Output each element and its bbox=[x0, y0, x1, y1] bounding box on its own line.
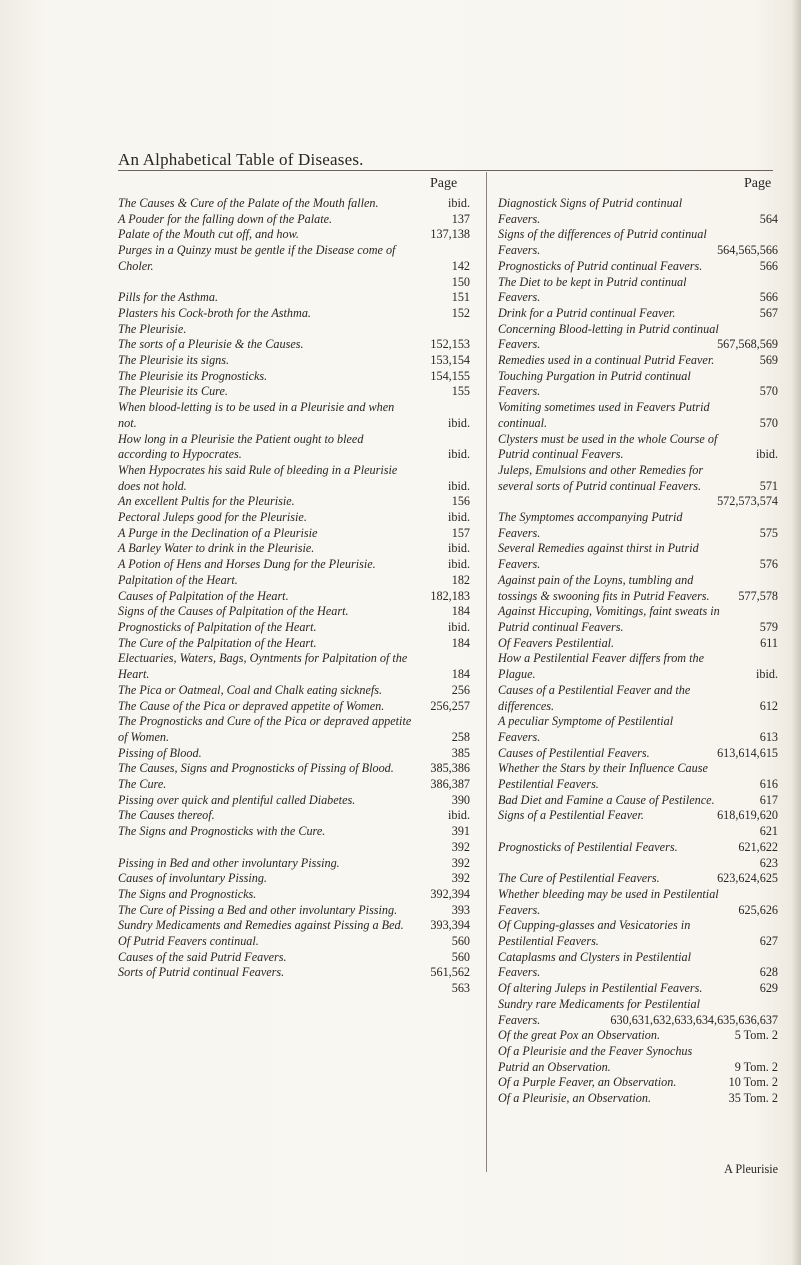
entry-text: Sorts of Putrid continual Feavers. bbox=[118, 965, 285, 980]
index-entry bbox=[118, 903, 470, 919]
index-entry bbox=[498, 761, 778, 792]
entry-text: Pissing over quick and plentiful called Diabetes. bbox=[118, 792, 356, 807]
entry-text: Sundry rare Medicaments for Pestilential Feavers. bbox=[498, 996, 700, 1027]
index-entry bbox=[498, 636, 778, 652]
entry-text: Of Putrid Feavers continual. bbox=[118, 934, 259, 949]
index-entry bbox=[118, 981, 470, 997]
entry-page-ref: 256,257 bbox=[430, 698, 470, 713]
index-entry bbox=[498, 918, 778, 949]
entry-page-ref: 152 bbox=[451, 305, 470, 320]
entry-text: The Causes thereof. bbox=[118, 808, 215, 823]
entry-page-ref: 393,394 bbox=[430, 918, 470, 933]
entry-text: The Signs and Prognosticks. bbox=[118, 886, 257, 901]
index-entry bbox=[498, 997, 778, 1028]
entry-text: Of Cupping-glasses and Vesicatories in Pestilential Feavers. bbox=[498, 918, 691, 949]
entry-text: Whether bleeding may be used in Pestilential Feavers. bbox=[498, 886, 719, 917]
entry-page-ref: 628 bbox=[759, 965, 778, 980]
entry-text: Concerning Blood-letting in Putrid continual Feavers. bbox=[498, 321, 719, 352]
index-entry bbox=[498, 856, 778, 872]
entry-text: Cataplasms and Clysters in Pestilential Feavers. bbox=[498, 949, 691, 980]
entry-text: A Pouder for the falling down of the Palate. bbox=[118, 211, 333, 226]
index-entry bbox=[118, 306, 470, 322]
index-entry bbox=[498, 887, 778, 918]
entry-text: The Pleurisie its Cure. bbox=[118, 384, 228, 399]
index-entry bbox=[118, 589, 470, 605]
entry-text: Against Hiccuping, Vomitings, faint sweats in Putrid continual Feavers. bbox=[498, 604, 720, 634]
entry-page-ref: 571 bbox=[759, 478, 778, 493]
index-entry bbox=[498, 981, 778, 997]
entry-text: The Cure. bbox=[118, 777, 167, 792]
entry-text: Diagnostick Signs of Putrid continual Feavers. bbox=[498, 196, 683, 226]
index-entry bbox=[118, 840, 470, 856]
index-entry bbox=[118, 965, 470, 981]
index-entry bbox=[498, 1028, 778, 1044]
entry-page-ref: 154,155 bbox=[430, 368, 470, 383]
index-entry bbox=[498, 604, 778, 635]
entry-page-ref: 184 bbox=[451, 635, 470, 650]
index-entry bbox=[498, 510, 778, 541]
index-entry bbox=[118, 824, 470, 840]
entry-page-ref: 577,578 bbox=[738, 588, 778, 603]
entry-text: Of a Purple Feaver, an Observation. bbox=[498, 1075, 677, 1090]
index-entry bbox=[118, 557, 470, 573]
index-entry bbox=[118, 918, 470, 934]
index-column-left bbox=[118, 196, 470, 997]
index-entry bbox=[118, 432, 470, 463]
entry-text: Pissing in Bed and other involuntary Pissing. bbox=[118, 855, 340, 870]
entry-text: Of a Pleurisie and the Feaver Synochus Putrid an Observation. bbox=[498, 1043, 693, 1074]
entry-text: Causes of involuntary Pissing. bbox=[118, 871, 267, 886]
entry-text: The Pica or Oatmeal, Coal and Chalk eating sicknefs. bbox=[118, 682, 383, 697]
page-column-label-left: Page bbox=[430, 176, 458, 191]
index-entry bbox=[498, 369, 778, 400]
entry-page-ref: 572,573,574 bbox=[717, 494, 778, 509]
entry-text: Of a Pleurisie, an Observation. bbox=[498, 1091, 652, 1106]
index-entry bbox=[498, 463, 778, 494]
entry-page-ref: 566 bbox=[759, 290, 778, 305]
entry-text: Plasters his Cock-broth for the Asthma. bbox=[118, 305, 311, 320]
index-entry bbox=[118, 212, 470, 228]
entry-page-ref: ibid. bbox=[755, 667, 778, 682]
entry-page-ref: ibid. bbox=[447, 557, 470, 572]
entry-text: The Pleurisie its Prognosticks. bbox=[118, 368, 268, 383]
index-column-right bbox=[498, 196, 778, 1107]
entry-page-ref: 35 Tom. 2 bbox=[728, 1091, 778, 1106]
index-entry bbox=[118, 353, 470, 369]
entry-text: When Hypocrates his said Rule of bleeding in a Pleurisie does not hold. bbox=[118, 462, 398, 493]
index-entry bbox=[118, 243, 470, 274]
entry-page-ref: 142 bbox=[451, 258, 470, 273]
entry-text: The Causes & Cure of the Palate of the Mouth fallen. bbox=[118, 196, 379, 210]
entry-page-ref: 561,562 bbox=[430, 965, 470, 980]
entry-page-ref: 258 bbox=[451, 729, 470, 744]
entry-page-ref: 393 bbox=[451, 902, 470, 917]
entry-page-ref: 612 bbox=[759, 698, 778, 713]
entry-text: Prognosticks of Palpitation of the Heart. bbox=[118, 619, 317, 634]
index-entry bbox=[118, 651, 470, 682]
entry-text: A Barley Water to drink in the Pleurisie. bbox=[118, 541, 315, 556]
index-entry bbox=[498, 196, 778, 227]
entry-text: An excellent Pultis for the Pleurisie. bbox=[118, 494, 295, 509]
entry-text: Several Remedies against thirst in Putrid Feavers. bbox=[498, 541, 699, 572]
entry-text: The Pleurisie its signs. bbox=[118, 353, 230, 368]
index-entry bbox=[498, 227, 778, 258]
entry-text: Clysters must be used in the whole Course of Putrid continual Feavers. bbox=[498, 431, 718, 462]
entry-page-ref: 390 bbox=[451, 792, 470, 807]
entry-page-ref: 182 bbox=[451, 572, 470, 587]
page-edge-shadow bbox=[791, 0, 801, 1265]
entry-text: The Diet to be kept in Putrid continual Feavers. bbox=[498, 274, 687, 305]
entry-page-ref: 137 bbox=[451, 211, 470, 226]
index-entry bbox=[498, 824, 778, 840]
entry-text: Signs of a Pestilential Feaver. bbox=[498, 808, 644, 823]
entry-page-ref: 392,394 bbox=[430, 886, 470, 901]
entry-text: Vomiting sometimes used in Feavers Putrid continual. bbox=[498, 400, 710, 430]
entry-page-ref: 570 bbox=[759, 415, 778, 430]
index-entry bbox=[118, 337, 470, 353]
entry-page-ref: 567 bbox=[759, 305, 778, 320]
index-entry bbox=[118, 683, 470, 699]
index-entry bbox=[118, 227, 470, 243]
index-entry bbox=[498, 1044, 778, 1075]
entry-text: Remedies used in a continual Putrid Feaver. bbox=[498, 353, 715, 368]
entry-text: Signs of the Causes of Palpitation of the Heart. bbox=[118, 604, 349, 619]
entry-text: Juleps, Emulsions and other Remedies for several sorts of Putrid continual Feavers. bbox=[498, 462, 704, 493]
entry-page-ref: 623 bbox=[759, 855, 778, 870]
index-entry bbox=[118, 793, 470, 809]
entry-page-ref: 392 bbox=[451, 871, 470, 886]
entry-page-ref: 627 bbox=[759, 934, 778, 949]
index-entry bbox=[498, 871, 778, 887]
index-entry bbox=[118, 777, 470, 793]
entry-page-ref: 566 bbox=[759, 258, 778, 273]
index-entry bbox=[498, 714, 778, 745]
entry-page-ref: 623,624,625 bbox=[717, 871, 778, 886]
entry-text: Drink for a Putrid continual Feaver. bbox=[498, 305, 676, 320]
entry-text: A Purge in the Declination of a Pleurisie bbox=[118, 525, 318, 540]
index-entry bbox=[118, 526, 470, 542]
index-entry bbox=[498, 353, 778, 369]
index-entry bbox=[118, 369, 470, 385]
index-entry bbox=[118, 322, 470, 338]
entry-text: Palpitation of the Heart. bbox=[118, 572, 238, 587]
entry-text: Pissing of Blood. bbox=[118, 745, 202, 760]
entry-text: Of altering Juleps in Pestilential Feavers. bbox=[498, 981, 703, 996]
entry-page-ref: 10 Tom. 2 bbox=[728, 1075, 778, 1090]
entry-page-ref: 151 bbox=[451, 290, 470, 305]
index-entry bbox=[118, 510, 470, 526]
index-entry bbox=[498, 541, 778, 572]
entry-text: The Cause of the Pica or depraved appetite of Women. bbox=[118, 698, 385, 713]
entry-page-ref: 256 bbox=[451, 682, 470, 697]
entry-page-ref: 570 bbox=[759, 384, 778, 399]
entry-page-ref: 5 Tom. 2 bbox=[734, 1028, 778, 1043]
entry-page-ref: 625,626 bbox=[738, 902, 778, 917]
entry-page-ref: 617 bbox=[759, 792, 778, 807]
entry-page-ref: 9 Tom. 2 bbox=[734, 1059, 778, 1074]
index-entry bbox=[498, 793, 778, 809]
index-entry bbox=[118, 604, 470, 620]
entry-page-ref: 621,622 bbox=[738, 839, 778, 854]
entry-page-ref: 184 bbox=[451, 604, 470, 619]
entry-page-ref: 385,386 bbox=[430, 761, 470, 776]
entry-page-ref: 155 bbox=[451, 384, 470, 399]
entry-page-ref: 575 bbox=[759, 525, 778, 540]
entry-text: Pectoral Juleps good for the Pleurisie. bbox=[118, 510, 307, 525]
entry-page-ref: 563 bbox=[451, 981, 470, 996]
entry-page-ref: 579 bbox=[759, 619, 778, 634]
entry-page-ref: 630,631,632,633,634,635,636,637 bbox=[610, 1012, 778, 1027]
index-entry bbox=[498, 275, 778, 306]
index-entry bbox=[118, 275, 470, 291]
index-entry bbox=[498, 573, 778, 604]
entry-text: Whether the Stars by their Influence Cause Pestilential Feavers. bbox=[498, 761, 708, 792]
entry-text: The Cure of the Palpitation of the Heart. bbox=[118, 635, 317, 650]
entry-text: The Pleurisie. bbox=[118, 321, 187, 336]
index-entry bbox=[118, 400, 470, 431]
entry-page-ref: 560 bbox=[451, 949, 470, 964]
entry-text: The sorts of a Pleurisie & the Causes. bbox=[118, 337, 304, 352]
entry-text: Purges in a Quinzy must be gentle if the Disease come of Choler. bbox=[118, 243, 396, 273]
index-entry bbox=[498, 840, 778, 856]
entry-text: Causes of Pestilential Feavers. bbox=[498, 745, 650, 760]
entry-text: Pills for the Asthma. bbox=[118, 290, 218, 305]
entry-page-ref: 616 bbox=[759, 777, 778, 792]
entry-text: Prognosticks of Pestilential Feavers. bbox=[498, 839, 678, 854]
index-entry bbox=[118, 636, 470, 652]
entry-text: Sundry Medicaments and Remedies against Pissing a Bed. bbox=[118, 918, 404, 933]
entry-page-ref: 150 bbox=[451, 274, 470, 289]
entry-page-ref: ibid. bbox=[755, 447, 778, 462]
entry-page-ref: 386,387 bbox=[430, 777, 470, 792]
entry-text: Electuaries, Waters, Bags, Oyntments for Palpitation of the Heart. bbox=[118, 651, 408, 682]
entry-page-ref: 613,614,615 bbox=[717, 745, 778, 760]
entry-page-ref: 560 bbox=[451, 934, 470, 949]
index-entry bbox=[498, 746, 778, 762]
header-rule bbox=[118, 170, 773, 171]
entry-text: Bad Diet and Famine a Cause of Pestilence. bbox=[498, 792, 715, 807]
entry-text: Palate of the Mouth cut off, and how. bbox=[118, 227, 299, 242]
entry-text: Signs of the differences of Putrid continual Feavers. bbox=[498, 227, 707, 258]
index-entry bbox=[118, 808, 470, 824]
entry-text: Of Feavers Pestilential. bbox=[498, 635, 615, 650]
entry-text: How long in a Pleurisie the Patient ought to bleed according to Hypocrates. bbox=[118, 431, 364, 462]
entry-text: The Symptomes accompanying Putrid Feavers. bbox=[498, 510, 683, 540]
catchword: A Pleurisie bbox=[724, 1162, 778, 1176]
entry-page-ref: 184 bbox=[451, 667, 470, 682]
entry-text: A Potion of Hens and Horses Dung for the Pleurisie. bbox=[118, 557, 376, 572]
index-entry bbox=[498, 306, 778, 322]
entry-text: The Cure of Pestilential Feavers. bbox=[498, 871, 660, 886]
index-entry bbox=[498, 400, 778, 431]
index-entry bbox=[118, 494, 470, 510]
index-entry bbox=[118, 699, 470, 715]
entry-text: Causes of Palpitation of the Heart. bbox=[118, 588, 289, 603]
entry-text: The Causes, Signs and Prognosticks of Pissing of Blood. bbox=[118, 761, 394, 776]
entry-page-ref: 182,183 bbox=[430, 588, 470, 603]
entry-text: A peculiar Symptome of Pestilential Feavers. bbox=[498, 714, 674, 744]
entry-page-ref: 156 bbox=[451, 494, 470, 509]
index-entry bbox=[118, 950, 470, 966]
entry-page-ref: ibid. bbox=[447, 619, 470, 634]
index-entry bbox=[118, 871, 470, 887]
index-entry bbox=[498, 322, 778, 353]
index-entry bbox=[498, 1075, 778, 1091]
entry-text: Touching Purgation in Putrid continual Feavers. bbox=[498, 368, 691, 399]
entry-text: Of the great Pox an Observation. bbox=[498, 1028, 661, 1043]
entry-text: When blood-letting is to be used in a Pleurisie and when not. bbox=[118, 400, 395, 430]
entry-page-ref: 621 bbox=[759, 824, 778, 839]
entry-text: Causes of the said Putrid Feavers. bbox=[118, 949, 287, 964]
index-entry bbox=[498, 1091, 778, 1107]
index-entry bbox=[118, 887, 470, 903]
entry-text: Causes of a Pestilential Feaver and the differences. bbox=[498, 682, 691, 713]
index-entry bbox=[498, 432, 778, 463]
entry-page-ref: ibid. bbox=[447, 447, 470, 462]
entry-page-ref: ibid. bbox=[447, 541, 470, 556]
entry-page-ref: 157 bbox=[451, 525, 470, 540]
index-entry bbox=[118, 620, 470, 636]
index-entry bbox=[498, 259, 778, 275]
entry-page-ref: 564 bbox=[759, 211, 778, 226]
entry-page-ref: 569 bbox=[759, 353, 778, 368]
entry-page-ref: 153,154 bbox=[430, 353, 470, 368]
index-entry bbox=[118, 856, 470, 872]
index-entry bbox=[498, 651, 778, 682]
entry-page-ref: 618,619,620 bbox=[717, 808, 778, 823]
entry-page-ref: 611 bbox=[760, 635, 778, 650]
entry-page-ref: 152,153 bbox=[430, 337, 470, 352]
entry-page-ref: 564,565,566 bbox=[717, 243, 778, 258]
entry-text: Against pain of the Loyns, tumbling and tossings & swooning fits in Putrid Feavers. bbox=[498, 572, 710, 603]
entry-text: The Prognosticks and Cure of the Pica or depraved appetite of Women. bbox=[118, 714, 412, 744]
index-entry bbox=[118, 934, 470, 950]
index-entry bbox=[118, 714, 470, 745]
entry-text: Prognosticks of Putrid continual Feavers. bbox=[498, 258, 703, 273]
index-entry bbox=[498, 808, 778, 824]
entry-page-ref: 629 bbox=[759, 981, 778, 996]
entry-page-ref: 137,138 bbox=[430, 227, 470, 242]
entry-page-ref: ibid. bbox=[447, 808, 470, 823]
entry-page-ref: ibid. bbox=[447, 415, 470, 430]
column-divider bbox=[486, 172, 487, 1172]
entry-page-ref: 392 bbox=[451, 855, 470, 870]
entry-page-ref: 385 bbox=[451, 745, 470, 760]
entry-page-ref: 613 bbox=[759, 729, 778, 744]
index-entry bbox=[498, 950, 778, 981]
index-entry bbox=[118, 746, 470, 762]
entry-page-ref: ibid. bbox=[447, 478, 470, 493]
entry-text: The Signs and Prognosticks with the Cure. bbox=[118, 824, 326, 839]
index-entry bbox=[118, 196, 470, 212]
entry-page-ref: 391 bbox=[451, 824, 470, 839]
index-entry bbox=[118, 463, 470, 494]
index-entry bbox=[118, 761, 470, 777]
index-entry bbox=[118, 541, 470, 557]
running-head: An Alphabetical Table of Diseases. bbox=[118, 150, 364, 169]
index-entry bbox=[118, 384, 470, 400]
entry-text: The Cure of Pissing a Bed and other involuntary Pissing. bbox=[118, 902, 398, 917]
index-entry bbox=[498, 683, 778, 714]
index-entry bbox=[118, 290, 470, 306]
entry-page-ref: 567,568,569 bbox=[717, 337, 778, 352]
page-column-label-right: Page bbox=[744, 176, 772, 191]
entry-page-ref: ibid. bbox=[447, 196, 470, 210]
entry-page-ref: 392 bbox=[451, 839, 470, 854]
entry-page-ref: ibid. bbox=[447, 510, 470, 525]
index-entry bbox=[498, 494, 778, 510]
entry-page-ref: 576 bbox=[759, 557, 778, 572]
index-entry bbox=[118, 573, 470, 589]
entry-text: How a Pestilential Feaver differs from the Plague. bbox=[498, 651, 705, 682]
